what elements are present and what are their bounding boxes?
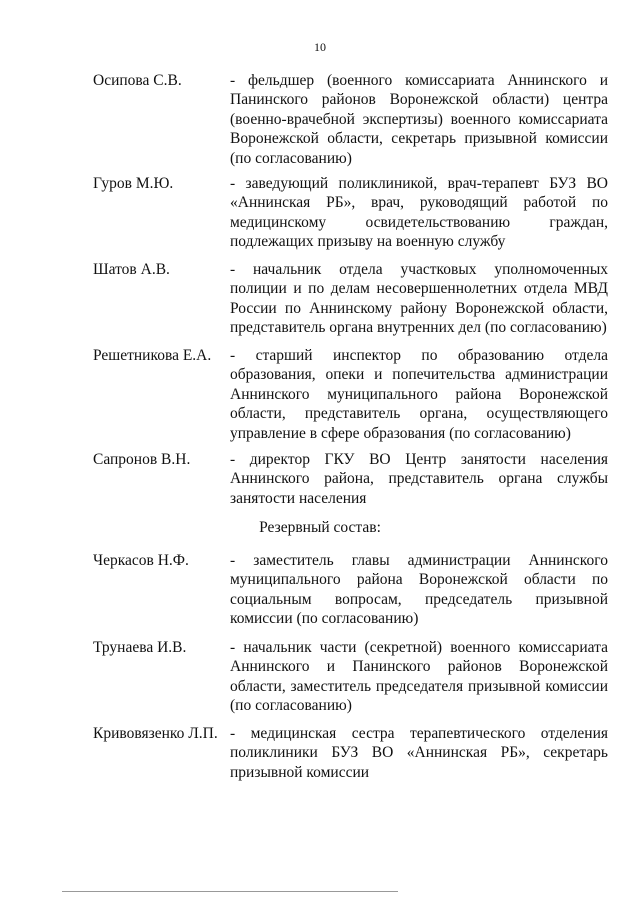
member-role: - старший инспектор по образованию отдела образования, опеки и попечительства администрации Аннинского муниципального района Воронежской области, представитель органа, осуществляющего управление в сфере образования (по согласованию) (230, 347, 608, 442)
member-name: Кривовязенко Л.П. (93, 725, 218, 742)
member-name: Трунаева И.В. (93, 639, 187, 656)
member-name: Сапронов В.Н. (93, 451, 191, 468)
member-role: - фельдшер (военного комиссариата Аннинского и Панинского районов Воронежской области) центра (военно-врачебной экспертизы) военного комиссариата Воронежской области, секретарь призывной комиссии (по согласованию) (230, 72, 608, 167)
member-role: - начальник отдела участковых уполномоченных полиции и по делам несовершеннолетних отдела МВД России по Аннинскому району Воронежской области, представитель органа внутренних дел (по согласованию) (230, 261, 608, 337)
member-role: - директор ГКУ ВО Центр занятости населения Аннинского района, представитель органа службы занятости населения (230, 451, 608, 507)
reserve-heading: Резервный состав: (259, 519, 381, 536)
member-name: Черкасов Н.Ф. (93, 552, 189, 569)
member-role: - начальник части (секретной) военного комиссариата Аннинского и Панинского районов Воронежской области, заместитель председателя призывной комиссии (по согласованию) (230, 639, 608, 715)
member-name: Решетникова Е.А. (93, 347, 212, 364)
member-role: - медицинская сестра терапевтического отделения поликлиники БУЗ ВО «Аннинская РБ», секретарь призывной комиссии (230, 725, 608, 781)
member-name: Гуров М.Ю. (93, 175, 174, 192)
member-name: Осипова С.В. (93, 72, 182, 89)
member-role: - заместитель главы администрации Аннинского муниципального района Воронежской области по социальным вопросам, председатель призывной комиссии (по согласованию) (230, 552, 608, 628)
page-number: 10 (314, 40, 326, 54)
bottom-rule (62, 891, 398, 892)
member-role: - заведующий поликлиникой, врач-терапевт БУЗ ВО «Аннинская РБ», врач, руководящий работой по медицинскому освидетельствованию граждан, подлежащих призыву на военную службу (230, 175, 608, 251)
member-name: Шатов А.В. (93, 261, 170, 278)
